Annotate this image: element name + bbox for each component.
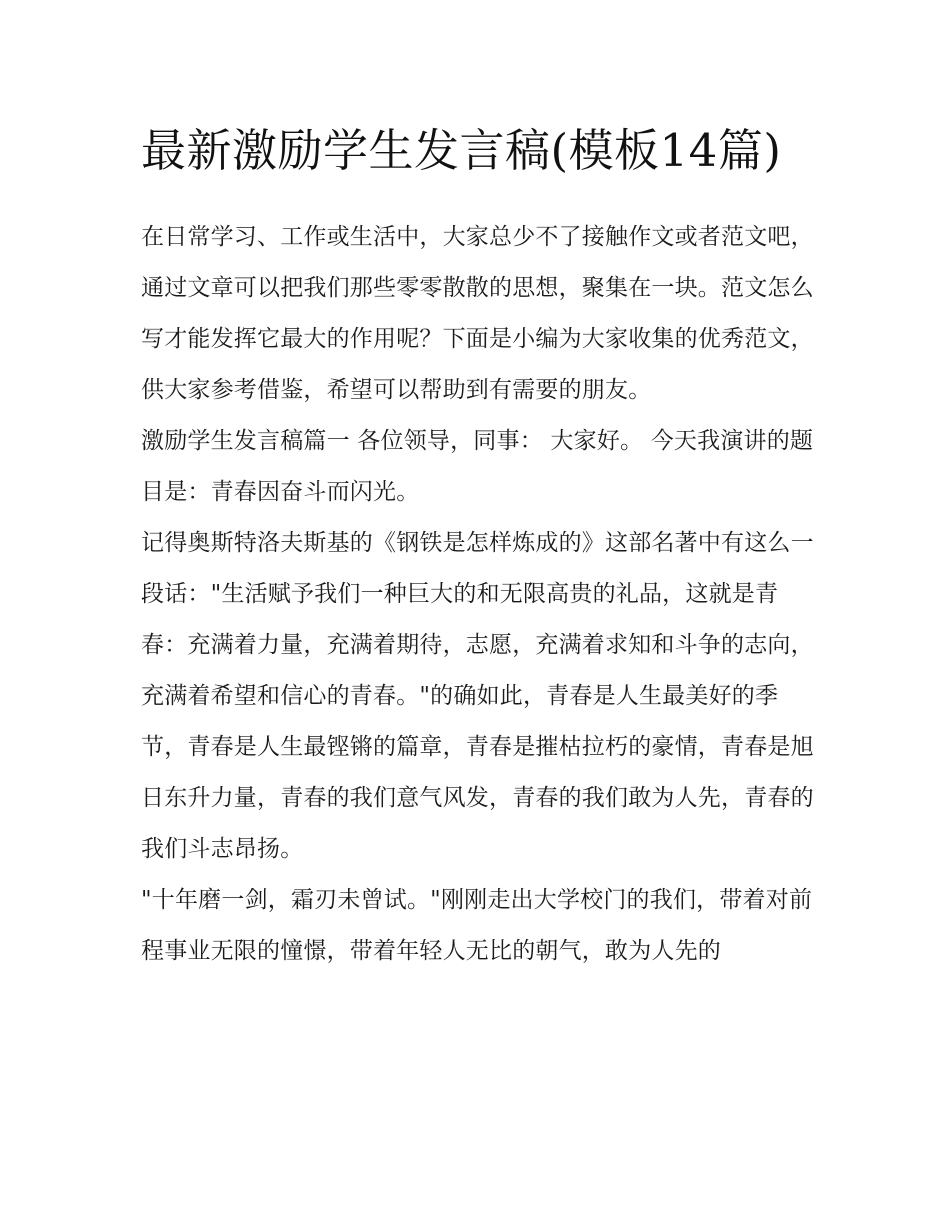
document-page — [141, 112, 816, 977]
quote-paragraph: 记得奥斯特洛夫斯基的《钢铁是怎样炼成的》这部名著中有这么一段话："生活赋予我们一种巨大的和无限高贵的礼品，这就是青春：充满着力量，充满着期待，志愿，充满着求知和斗争的志向，充满着希望和信心的青春。"的确如此，青春是人生最美好的季节，青春是人生最铿锵的篇章，青春是摧枯拉朽的豪情，青春是旭日东升力量，青春的我们意气风发，青春的我们敢为人先，青春的我们斗志昂扬。 — [141, 530, 814, 862]
document-title: 最新激励学生发言稿(模板14篇) — [141, 124, 782, 177]
intro-paragraph: 在日常学习、工作或生活中，大家总少不了接触作文或者范文吧，通过文章可以把我们那些零零散散的思想，聚集在一块。范文怎么写才能发挥它最大的作用呢？下面是小编为大家收集的优秀范文，供大家参考借鉴，希望可以帮助到有需要的朋友。 — [141, 224, 814, 403]
closing-paragraph: "十年磨一剑，霜刃未曾试。"刚刚走出大学校门的我们，带着对前程事业无限的憧憬，带着年轻人无比的朝气，敢为人先的 — [141, 887, 813, 964]
speech-opening-paragraph: 激励学生发言稿篇一 各位领导，同事： 大家好。 今天我演讲的题目是：青春因奋斗而闪光。 — [141, 428, 814, 505]
